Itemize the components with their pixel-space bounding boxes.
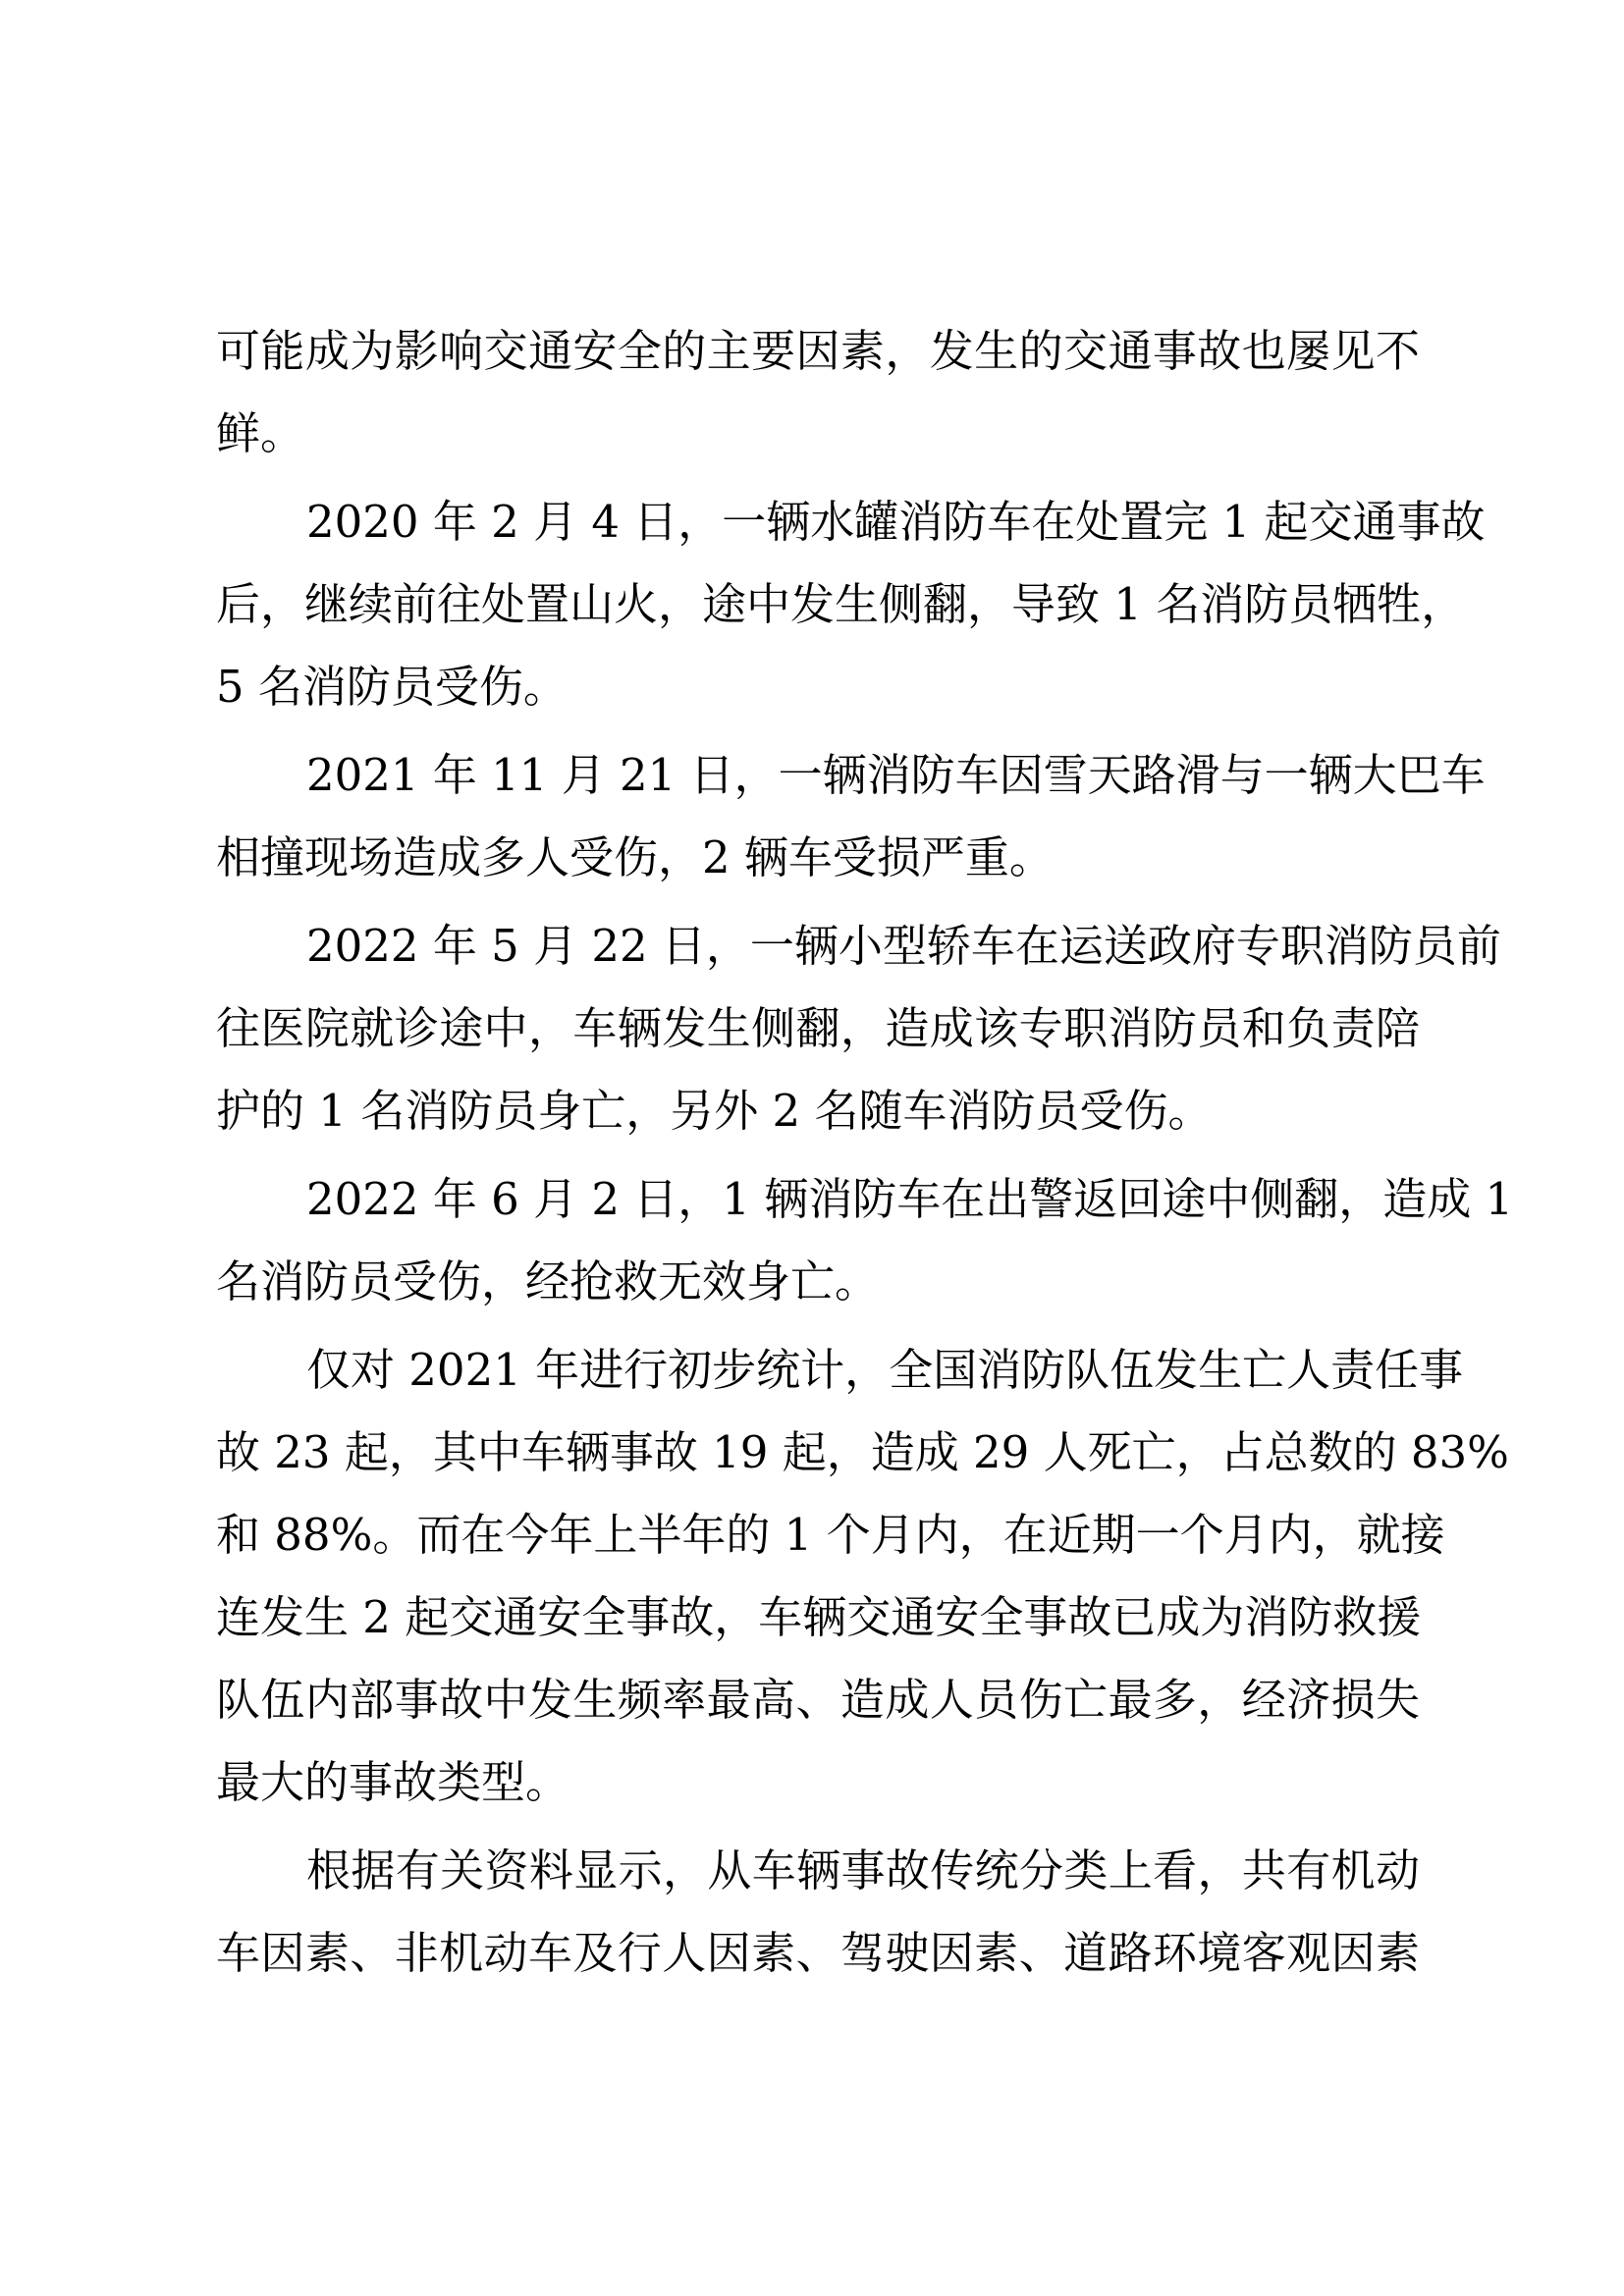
paragraph <box>216 310 1420 475</box>
text-line: 和 88%。而在今年上半年的 1 个月内，在近期一个月内，就接 <box>216 1509 1445 1561</box>
text-line: 2022 年 5 月 22 日，一辆小型轿车在运送政府专职消防员前 <box>306 920 1501 972</box>
text-line: 故 23 起，其中车辆事故 19 起，造成 29 人死亡，占总数的 83% <box>216 1426 1509 1478</box>
text-line: 连发生 2 起交通安全事故，车辆交通安全事故已成为消防救援 <box>216 1591 1422 1643</box>
paragraph <box>216 734 1486 899</box>
text-line: 名消防员受伤，经抢救无效身亡。 <box>216 1255 880 1308</box>
paragraph <box>216 905 1501 1152</box>
text-line: 队伍内部事故中发生频率最高、造成人员伤亡最多，经济损失 <box>216 1674 1420 1726</box>
text-line: 最大的事故类型。 <box>216 1756 570 1808</box>
paragraph <box>216 481 1486 728</box>
text-line: 往医院就诊途中，车辆发生侧翻，造成该专职消防员和负责陪 <box>216 1002 1420 1054</box>
paragraph <box>216 1329 1509 1824</box>
text-line: 护的 1 名消防员身亡，另外 2 名随车消防员受伤。 <box>216 1085 1213 1137</box>
text-line: 鲜。 <box>216 407 305 459</box>
text-line: 相撞现场造成多人受伤，2 辆车受损严重。 <box>216 831 1054 883</box>
text-line: 2022 年 6 月 2 日，1 辆消防车在出警返回途中侧翻，造成 1 <box>306 1173 1514 1225</box>
text-line: 可能成为影响交通安全的主要因素，发生的交通事故也屡见不 <box>216 325 1420 377</box>
text-line: 仅对 2021 年进行初步统计，全国消防队伍发生亡人责任事 <box>306 1344 1464 1396</box>
text-line: 根据有关资料显示，从车辆事故传统分类上看，共有机动 <box>306 1844 1420 1896</box>
text-line: 2020 年 2 月 4 日，一辆水罐消防车在处置完 1 起交通事故 <box>306 496 1486 548</box>
text-line: 后，继续前往处置山火，途中发生侧翻，导致 1 名消防员牺牲， <box>216 578 1466 630</box>
document-body <box>216 310 1514 2001</box>
text-line: 2021 年 11 月 21 日，一辆消防车因雪天路滑与一辆大巴车 <box>306 749 1486 801</box>
paragraph <box>216 1830 1420 1995</box>
text-line: 车因素、非机动车及行人因素、驾驶因素、道路环境客观因素 <box>216 1927 1420 1979</box>
paragraph <box>216 1158 1514 1323</box>
text-line: 5 名消防员受伤。 <box>216 661 568 713</box>
